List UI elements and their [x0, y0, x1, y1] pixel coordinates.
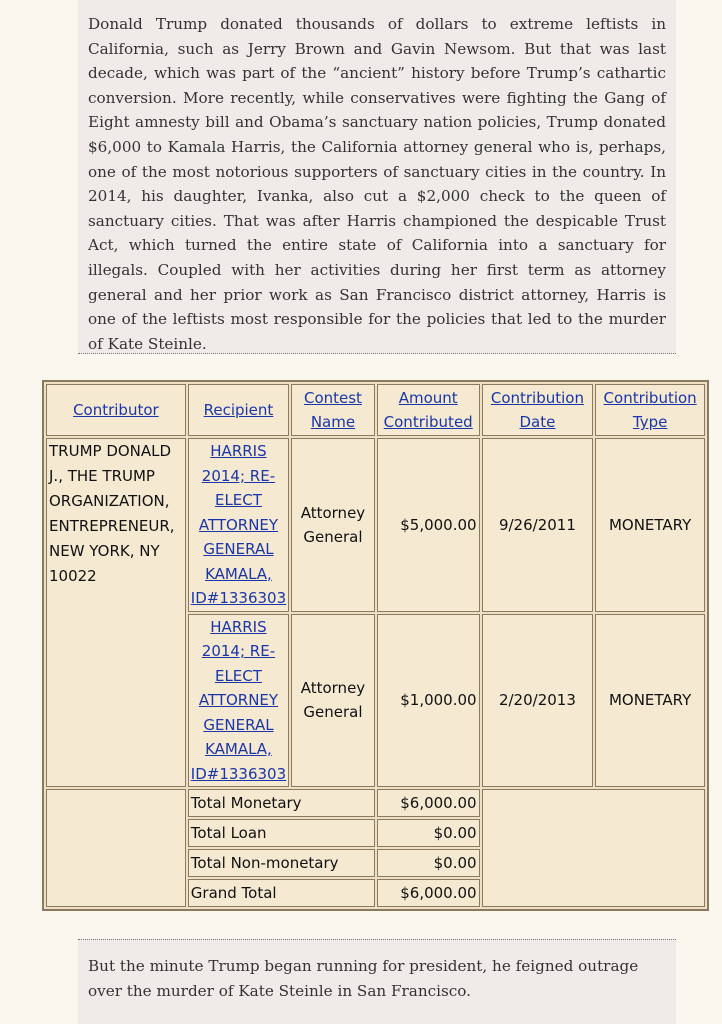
header-contribution-type[interactable]: Contribution Type — [595, 384, 705, 436]
article-blockquote-bottom — [78, 939, 676, 1024]
header-contributor[interactable]: Contributor — [46, 384, 186, 436]
type-cell: MONETARY — [595, 438, 705, 612]
article-paragraph: But the minute Trump began running for president, he feigned outrage over the murder of Kate Steinle in San Francisco. — [88, 957, 639, 1000]
totals-row — [46, 789, 705, 817]
total-value: $6,000.00 — [377, 789, 480, 817]
header-row — [46, 384, 705, 436]
header-amount-contributed[interactable]: Amount Contributed — [377, 384, 480, 436]
total-label: Total Loan — [188, 819, 375, 847]
totals-blank — [482, 789, 705, 907]
article-paragraph: Donald Trump donated thousands of dollars to extreme leftists in California, such as Jerry Brown and Gavin Newsom. But that was last decade, which was part of the “ancient” history before Trump’s cathartic conversion. More recently, while conservatives were fighting the Gang of Eight amnesty bill and Obama’s sanctuary nation policies, Trump donated $6,000 to Kamala Harris, the California attorney general who is, perhaps, one of the most notorious supporters of sanctuary cities in the country. In 2014, his daughter, Ivanka, also cut a $2,000 check to the queen of sanctuary cities. That was after Harris championed the despicable Trust Act, which turned the entire state of California into a sanctuary for illegals. Coupled with her activities during her first term as attorney general and her prior work as San Francisco district attorney, Harris is one of the leftists most responsible for the policies that led to the murder of Kate Steinle. — [88, 15, 666, 353]
header-contest-name[interactable]: Contest Name — [291, 384, 375, 436]
total-value: $0.00 — [377, 819, 480, 847]
recipient-link[interactable]: HARRIS 2014; RE-ELECT ATTORNEY GENERAL KAMALA, ID#1336303 — [188, 438, 289, 612]
total-value: $6,000.00 — [377, 879, 480, 907]
contributions-table — [42, 380, 709, 911]
header-recipient[interactable]: Recipient — [188, 384, 289, 436]
total-label: Total Monetary — [188, 789, 375, 817]
contest-name-cell: Attorney General — [291, 614, 375, 788]
type-cell: MONETARY — [595, 614, 705, 788]
date-cell: 2/20/2013 — [482, 614, 594, 788]
total-label: Total Non-monetary — [188, 849, 375, 877]
total-value: $0.00 — [377, 849, 480, 877]
date-cell: 9/26/2011 — [482, 438, 594, 612]
article-blockquote-top — [78, 0, 676, 354]
total-label: Grand Total — [188, 879, 375, 907]
totals-spacer — [46, 789, 186, 907]
amount-cell: $1,000.00 — [377, 614, 480, 788]
amount-cell: $5,000.00 — [377, 438, 480, 612]
contributor-cell: TRUMP DONALD J., THE TRUMP ORGANIZATION, ENTREPRENEUR, NEW YORK, NY 10022 — [46, 438, 186, 787]
contest-name-cell: Attorney General — [291, 438, 375, 612]
recipient-link[interactable]: HARRIS 2014; RE-ELECT ATTORNEY GENERAL KAMALA, ID#1336303 — [188, 614, 289, 788]
table-row — [46, 438, 705, 612]
header-contribution-date[interactable]: Contribution Date — [482, 384, 594, 436]
